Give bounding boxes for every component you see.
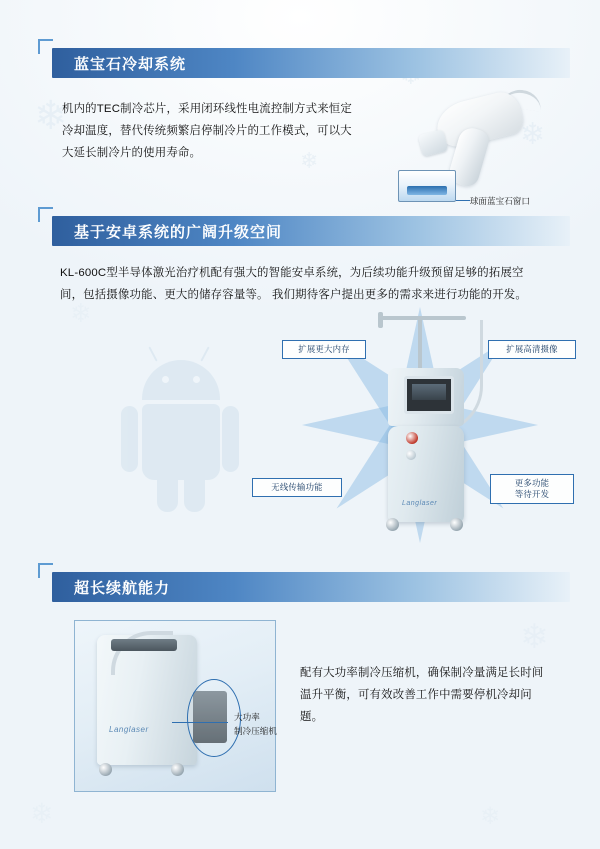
machine-emergency-stop-button[interactable] — [406, 432, 418, 444]
machine-arm-post — [418, 318, 422, 374]
photo-wheel-left — [99, 763, 112, 776]
machine-arm-tip — [378, 312, 383, 328]
android-head — [142, 360, 220, 400]
section-heading-sapphire-cooling — [52, 48, 570, 78]
section-heading-android-upgrade — [52, 216, 570, 246]
snowflake-icon: ❄ — [70, 298, 92, 328]
corner-bracket-icon — [38, 39, 53, 54]
android-leg-left — [157, 478, 178, 512]
android-eye-left — [162, 376, 169, 383]
corner-bracket-icon — [38, 207, 53, 222]
section-heading-label: 超长续航能力 — [74, 579, 171, 597]
photo-wheel-right — [171, 763, 184, 776]
snowflake-icon: ❄ — [300, 148, 319, 173]
section-heading-label: 基于安卓系统的广阔升级空间 — [74, 223, 283, 241]
section-body-sapphire-cooling: 机内的TEC制冷芯片，采用闭环线性电流控制方式来恒定冷却温度，替代传统频繁启停制冷片的工作模式，可以大大延长制冷片的使用寿命。 — [62, 103, 352, 160]
snowflake-icon: ❄ — [480, 803, 501, 830]
compressor-photo — [74, 620, 276, 792]
snowflake-icon: ❄ — [520, 618, 549, 656]
callout-wireless: 无线传输功能 — [252, 478, 342, 497]
laser-machine-illustration — [366, 312, 486, 552]
callout-more-line1: 更多功能 — [514, 478, 550, 488]
machine-base — [388, 426, 464, 522]
photo-label-high-power: 大功率 — [234, 712, 260, 722]
callout-more-line2: 等待开发 — [514, 488, 550, 499]
photo-leader-line — [172, 722, 228, 723]
android-torso — [142, 404, 220, 480]
section-heading-label: 蓝宝石冷却系统 — [74, 55, 187, 73]
snowflake-icon: ❄ — [34, 94, 68, 138]
section-body-android-upgrade: KL-600C型半导体激光治疗机配有强大的智能安卓系统，为后续功能升级预留足够的拓展空间，包括摄像功能、更大的储存容量等。 我们期待客户提出更多的需求来进行功能的开发。 — [60, 267, 527, 302]
photo-top-panel — [111, 639, 177, 651]
photo-highlight-ellipse — [187, 679, 241, 757]
machine-screen — [404, 376, 454, 414]
corner-bracket-icon — [38, 563, 53, 578]
snowflake-icon: ❄ — [30, 798, 54, 829]
section-body-endurance: 配有大功率制冷压缩机，确保制冷量满足长时间温升平衡，可有效改善工作中需要停机冷却问题。 — [300, 667, 544, 724]
android-arm-right — [222, 406, 239, 472]
machine-indicator — [406, 450, 416, 460]
android-eye-right — [193, 376, 200, 383]
android-robot-watermark — [140, 352, 260, 502]
photo-brand-label: Langlaser — [109, 725, 149, 734]
android-antenna-left — [148, 346, 157, 361]
sapphire-window-caption: 球面蓝宝石窗口 — [469, 196, 530, 206]
photo-label-compressor: 制冷压缩机 — [234, 726, 277, 736]
android-arm-left — [121, 406, 138, 472]
section-heading-endurance — [52, 572, 570, 602]
snowflake-icon: ❄ — [520, 118, 546, 151]
android-leg-right — [184, 478, 205, 512]
machine-brand-label: Langlaser — [402, 500, 438, 507]
callout-more-functions — [490, 474, 574, 504]
machine-wheel-left — [386, 518, 399, 531]
android-antenna-right — [200, 346, 209, 361]
machine-wheel-right — [450, 518, 463, 531]
callout-camera: 扩展高清摄像 — [488, 340, 576, 359]
callout-memory: 扩展更大内存 — [282, 340, 366, 359]
handpiece-nose — [418, 129, 449, 157]
sapphire-window-glass — [407, 186, 447, 195]
